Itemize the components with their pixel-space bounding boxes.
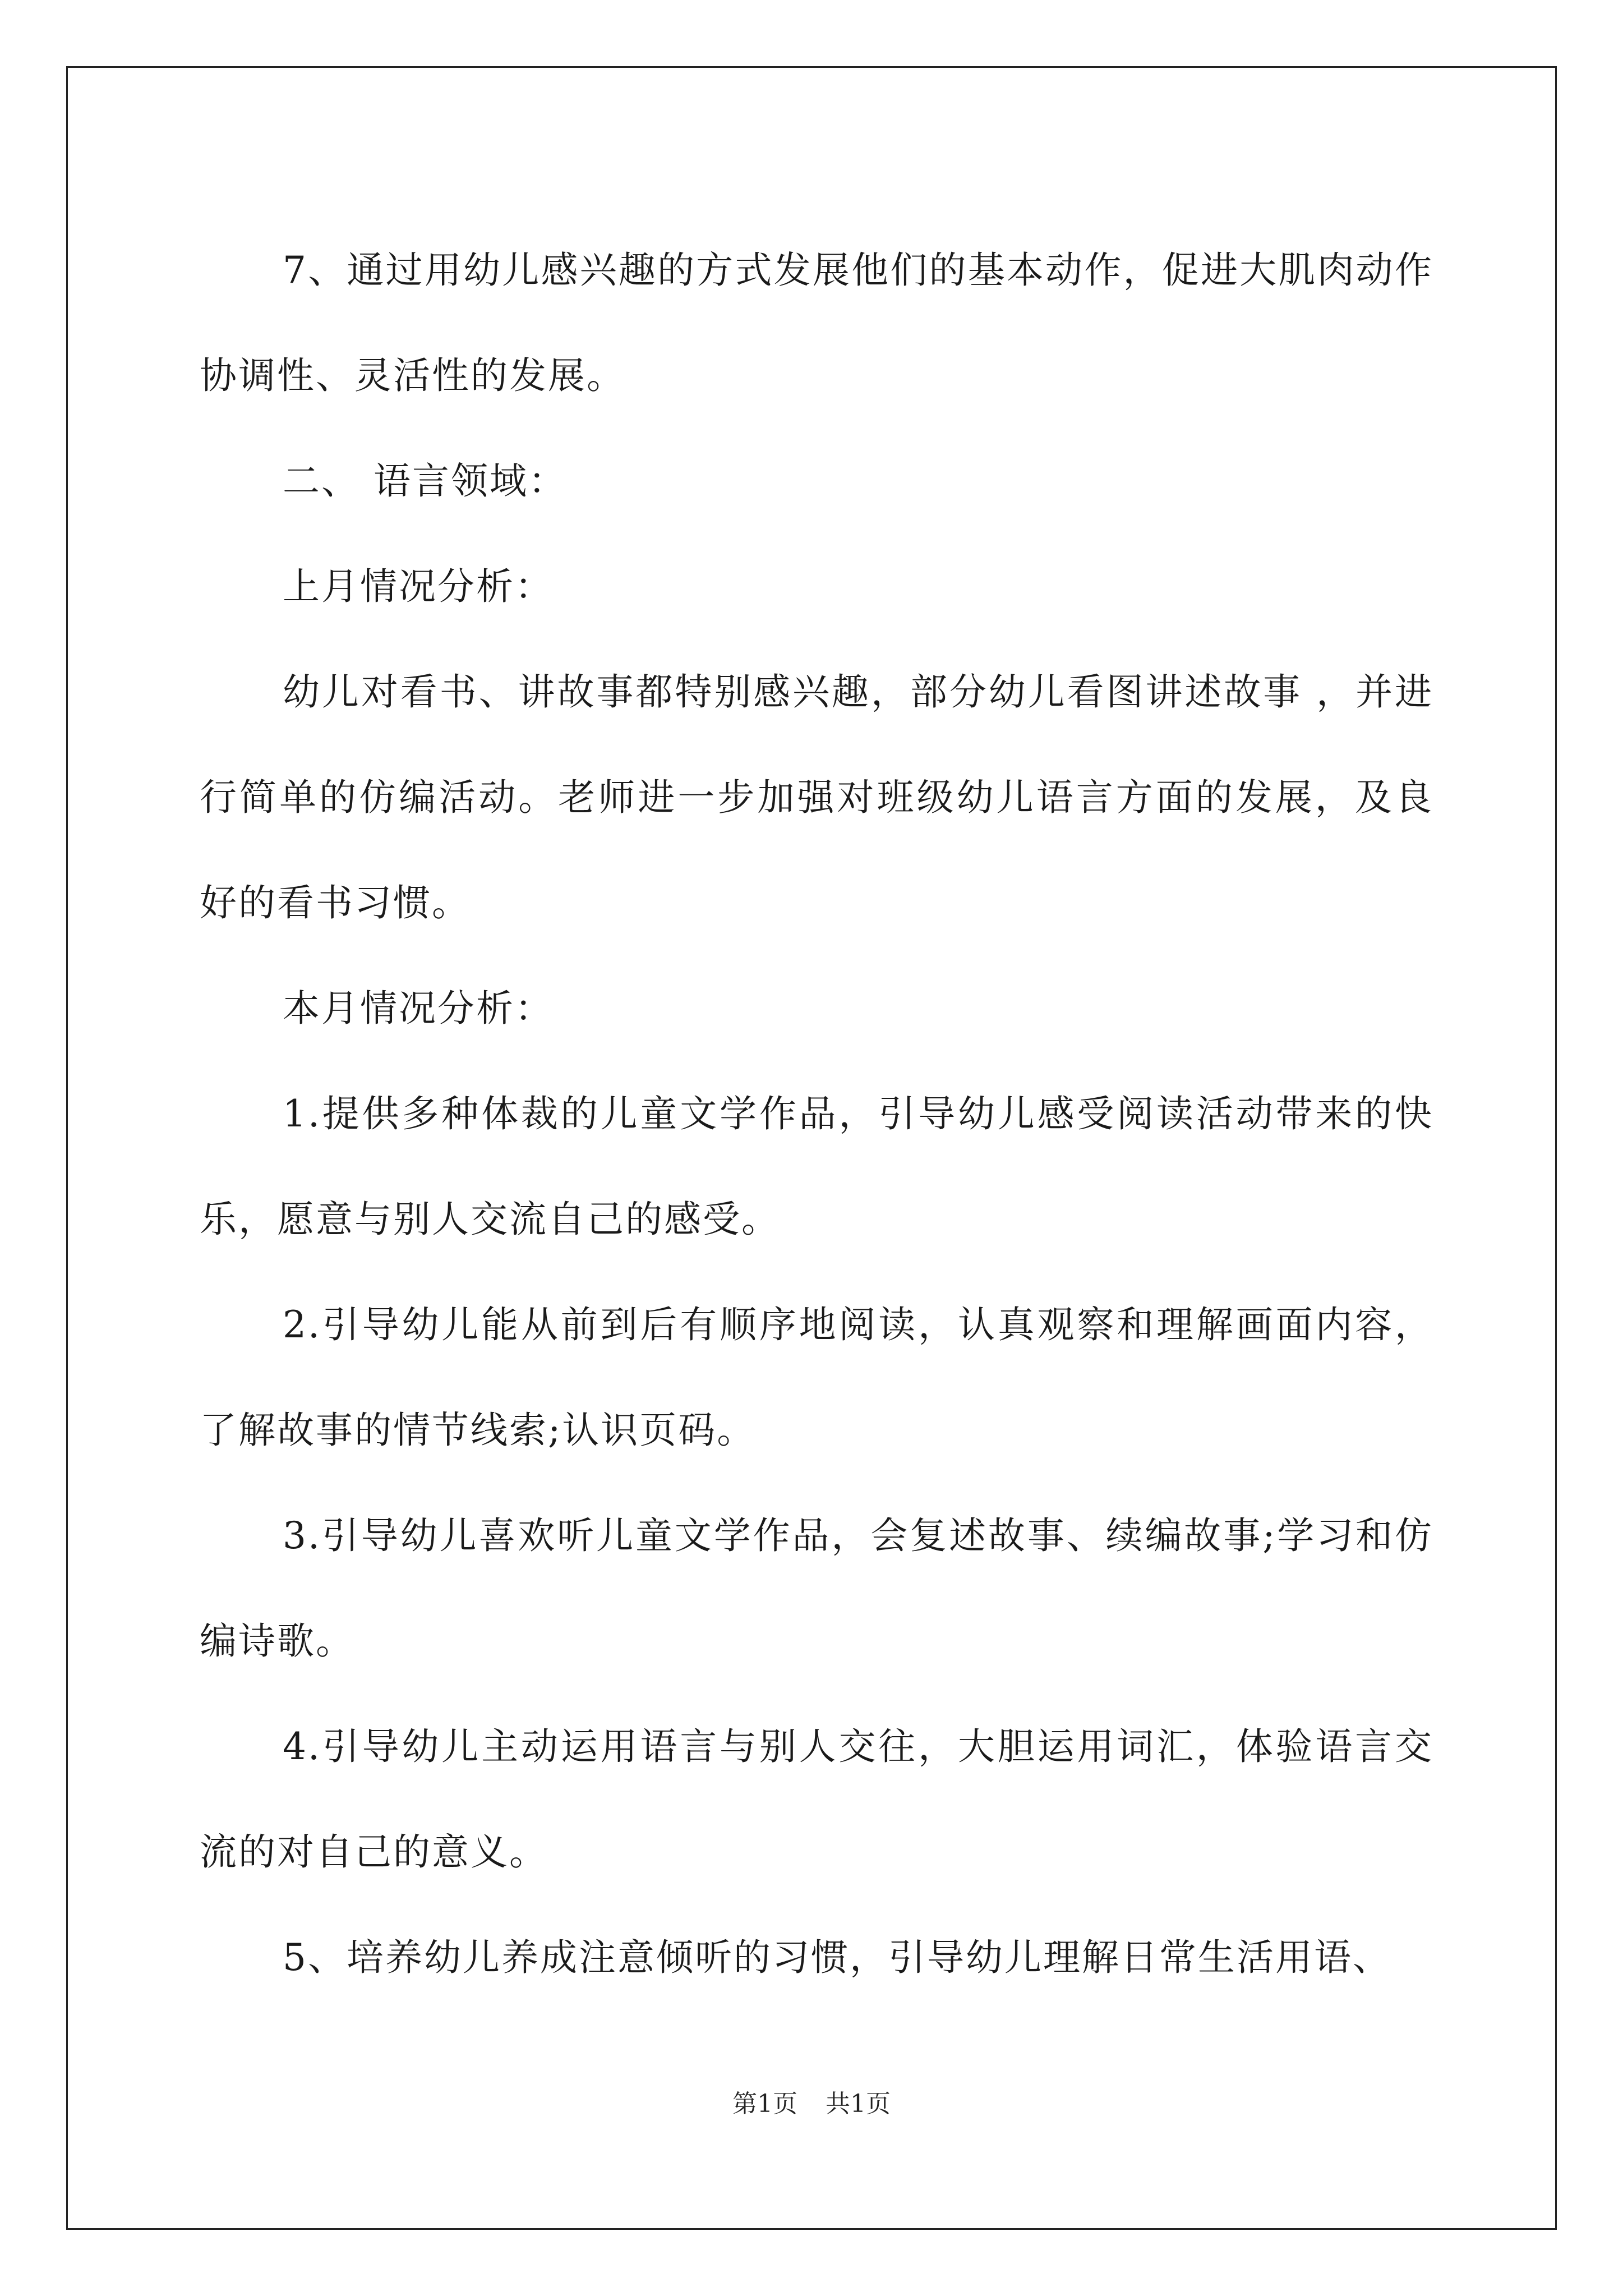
paragraph-item-4: 4.引导幼儿主动运用语言与别人交往，大胆运用词汇，体验语言交流的对自己的意义。 [200,1725,1433,1874]
paragraph-item-2: 2.引导幼儿能从前到后有顺序地阅读，认真观察和理解画面内容，了解故事的情节线索;认识页码。 [200,1303,1433,1452]
subheading-last-month: 上月情况分析： [283,565,554,608]
page-number-total: 共1页 [826,2090,891,2118]
document-body [200,218,1433,2010]
paragraph-item-1: 1.提供多种体裁的儿童文学作品，引导幼儿感受阅读活动带来的快乐，愿意与别人交流自己的感受。 [200,1092,1433,1241]
paragraph-item-5: 5、培养幼儿养成注意倾听的习惯，引导幼儿理解日常生活用语、 [283,1936,1391,1979]
section-heading-language: 二、 语言领域： [283,459,567,503]
page-footer [0,2083,1623,2119]
paragraph-last-month-analysis: 幼儿对看书、讲故事都特别感兴趣，部分幼儿看图讲述故事 ，并进行简单的仿编活动。老师进一步加强对班级幼儿语言方面的发展，及良好的看书习惯。 [200,670,1433,924]
page-number-current: 第1页 [732,2090,797,2118]
subheading-this-month: 本月情况分析： [283,987,554,1030]
paragraph-item-7: 7、通过用幼儿感兴趣的方式发展他们的基本动作，促进大肌肉动作协调性、灵活性的发展。 [200,249,1433,397]
paragraph-item-3: 3.引导幼儿喜欢听儿童文学作品，会复述故事、续编故事;学习和仿编诗歌。 [200,1514,1433,1663]
